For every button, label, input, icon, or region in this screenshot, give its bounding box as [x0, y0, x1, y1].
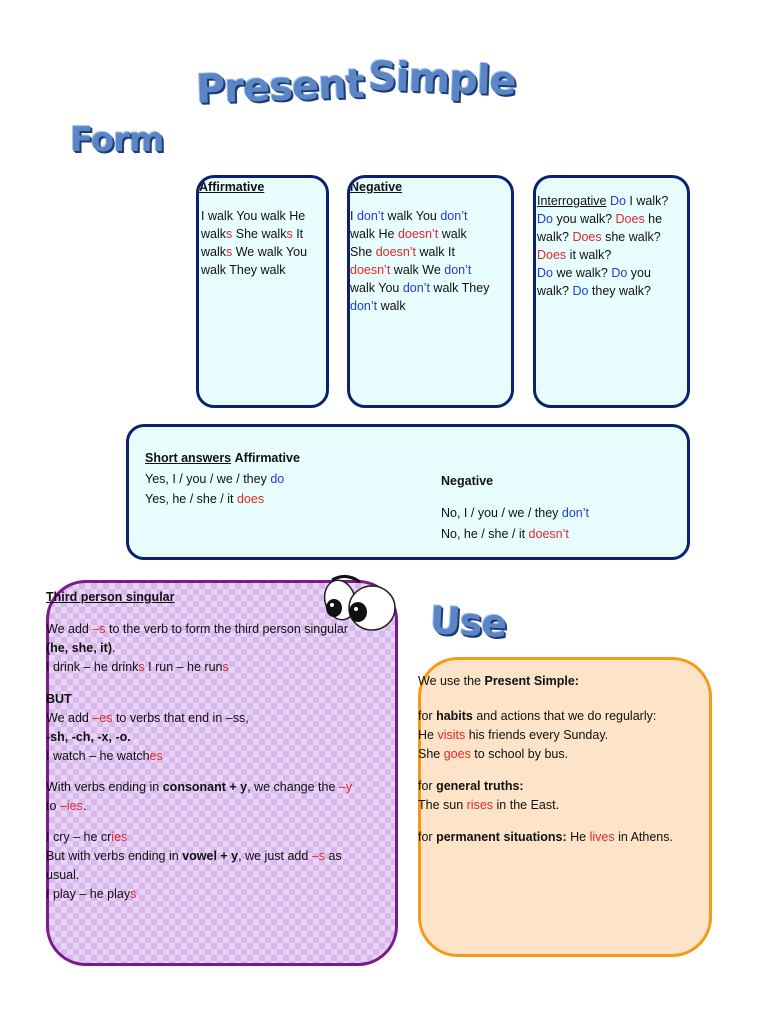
text-run: With verbs ending in: [46, 780, 163, 794]
text-run: I cry – he cr: [46, 830, 112, 844]
text-line: [418, 726, 710, 745]
text-line: [46, 709, 396, 728]
text-line: [350, 297, 514, 315]
third-person-text: [46, 620, 396, 904]
text-run: I walk You walk He: [201, 209, 306, 223]
text-run: walk: [201, 227, 227, 241]
text-line: [46, 728, 396, 747]
text-line: [350, 225, 514, 243]
text-run: don’t: [561, 506, 589, 520]
text-run: walk: [438, 227, 467, 241]
text-run: s: [226, 227, 233, 241]
text-run: Do: [537, 212, 553, 226]
text-run: Does: [572, 230, 602, 244]
text-run: , we change the: [247, 780, 339, 794]
text-run: to verbs that end in –ss,: [112, 711, 249, 725]
text-run: as: [325, 849, 342, 863]
text-run: don’t: [444, 263, 472, 277]
text-line: [418, 707, 710, 726]
text-run: I play – he play: [46, 887, 131, 901]
text-run: –s: [92, 622, 106, 636]
text-run: Interrogative: [537, 194, 607, 208]
text-run: for: [418, 830, 437, 844]
text-line: [350, 279, 514, 297]
text-line: [46, 747, 396, 766]
interrogative-box: [533, 175, 690, 408]
text-line: [418, 777, 710, 796]
text-line: [418, 828, 710, 847]
text-line: [201, 261, 326, 279]
short-answers-affirmative-lines: [145, 469, 284, 509]
text-run: to: [46, 799, 60, 813]
text-run: don’t: [402, 281, 430, 295]
text-line: [46, 639, 396, 658]
text-line: [537, 246, 690, 264]
paragraph: [418, 707, 710, 764]
text-run: he: [644, 212, 663, 226]
text-run: general truths:: [436, 779, 524, 793]
negative-box: [347, 175, 514, 408]
text-run: we walk?: [552, 266, 612, 280]
text-run: walk They: [429, 281, 490, 295]
text-line: [201, 243, 326, 261]
text-run: for: [418, 779, 437, 793]
text-run: walk?: [537, 284, 573, 298]
text-run: I walk?: [625, 194, 669, 208]
text-run: you walk?: [552, 212, 616, 226]
text-run: doesn’t: [528, 527, 569, 541]
text-run: Does: [537, 248, 567, 262]
text-run: Yes, I / you / we / they: [145, 472, 271, 486]
text-run: He: [566, 830, 590, 844]
text-line: [145, 469, 284, 489]
text-run: walk: [377, 299, 406, 313]
text-line: [418, 672, 710, 691]
text-run: Do: [611, 266, 628, 280]
text-run: She: [418, 747, 444, 761]
paragraph: [418, 828, 710, 847]
text-run: walk?: [537, 230, 573, 244]
text-line: [350, 243, 514, 261]
text-run: –y: [338, 780, 353, 794]
text-run: es: [149, 749, 163, 763]
text-run: walk It: [416, 245, 455, 259]
text-run: to the verb to form the third person singular: [105, 622, 349, 636]
text-run: visits: [437, 728, 466, 742]
text-run: walk You: [350, 281, 403, 295]
text-line: [350, 261, 514, 279]
text-run: I: [350, 209, 357, 223]
text-run: it walk?: [566, 248, 612, 262]
text-line: [46, 885, 396, 904]
text-run: s: [138, 660, 145, 674]
paragraph: [46, 778, 396, 816]
text-run: It: [292, 227, 304, 241]
text-run: walk: [201, 245, 227, 259]
text-run: I drink – he drink: [46, 660, 139, 674]
text-line: [46, 690, 396, 709]
text-run: to school by bus.: [470, 747, 569, 761]
short-answers-negative-label: Negative: [441, 474, 494, 488]
text-run: ies: [111, 830, 128, 844]
text-run: in the East.: [493, 798, 560, 812]
interrogative-lines: [537, 192, 690, 300]
text-run: Do: [609, 194, 626, 208]
text-line: [46, 828, 396, 847]
text-run: goes: [443, 747, 471, 761]
text-line: [46, 847, 396, 866]
text-run: consonant + y: [162, 780, 248, 794]
text-run: –es: [92, 711, 113, 725]
short-answers-heading: Short answers: [145, 451, 232, 465]
text-line: [418, 796, 710, 815]
text-run: Present Simple:: [484, 674, 579, 688]
text-run: doesn’t: [375, 245, 417, 259]
third-person-heading: Third person singular: [46, 590, 175, 604]
text-line: [537, 282, 690, 300]
short-answers-heading-line: [145, 449, 300, 467]
text-run: lives: [589, 830, 615, 844]
text-run: But with verbs ending in: [46, 849, 183, 863]
title-word-present: Present: [195, 61, 365, 113]
text-run: and actions that we do regularly:: [472, 709, 657, 723]
text-run: usual.: [46, 868, 80, 882]
text-run: do: [270, 472, 285, 486]
short-answers-negative-lines: [441, 503, 589, 545]
text-line: [46, 866, 396, 885]
text-run: they walk?: [588, 284, 651, 298]
text-run: No, he / she / it: [441, 527, 529, 541]
text-run: I watch – he watch: [46, 749, 150, 763]
text-run: –ies: [59, 799, 83, 813]
text-run: habits: [436, 709, 473, 723]
text-run: vowel + y: [182, 849, 239, 863]
text-run: No, I / you / we / they: [441, 506, 562, 520]
text-run: walk They walk: [201, 263, 286, 277]
short-answers-box: [126, 424, 690, 560]
text-run: she walk?: [601, 230, 661, 244]
text-run: in Athens.: [614, 830, 673, 844]
text-run: doesn’t: [350, 263, 391, 277]
text-run: does: [236, 492, 265, 506]
paragraph: [46, 828, 396, 904]
text-run: We add: [46, 711, 93, 725]
text-run: We use the: [418, 674, 485, 688]
text-line: [46, 658, 396, 677]
text-run: Do: [572, 284, 589, 298]
text-line: [201, 207, 326, 225]
text-run: She walk: [232, 227, 287, 241]
text-line: [537, 228, 690, 246]
text-run: s: [222, 660, 229, 674]
text-run: walk He: [350, 227, 398, 241]
text-run: BUT: [46, 692, 72, 706]
text-line: [537, 264, 690, 282]
text-line: [537, 192, 690, 210]
text-line: [350, 207, 514, 225]
text-run: We add: [46, 622, 93, 636]
text-run: I run – he run: [144, 660, 223, 674]
form-heading: Form: [70, 120, 164, 160]
text-line: [537, 210, 690, 228]
text-run: s: [130, 887, 137, 901]
text-run: don’t: [356, 209, 385, 223]
affirmative-lines: [201, 207, 326, 279]
text-run: s: [286, 227, 293, 241]
paragraph: [46, 690, 396, 766]
text-run: We walk You: [232, 245, 308, 259]
paragraph: [418, 672, 710, 691]
text-line: [46, 778, 396, 797]
text-run: don’t: [350, 299, 378, 313]
use-text: [418, 672, 710, 847]
text-run: Yes, he / she / it: [145, 492, 237, 506]
negative-heading: Negative: [350, 180, 403, 194]
affirmative-box: [196, 175, 329, 408]
text-line: [201, 225, 326, 243]
text-run: Do: [537, 266, 553, 280]
text-run: She: [350, 245, 376, 259]
text-run: walk You: [384, 209, 441, 223]
text-run: you: [627, 266, 651, 280]
title-word-simple: Simple: [367, 53, 517, 105]
text-run: Does: [615, 212, 645, 226]
text-run: s: [226, 245, 233, 259]
text-line: [145, 489, 284, 509]
text-line: [441, 503, 589, 524]
short-answers-affirmative-label: Affirmative: [234, 451, 300, 465]
text-run: for: [418, 709, 437, 723]
text-line: [418, 745, 710, 764]
text-run: permanent situations:: [436, 830, 567, 844]
text-run: (he, she, it): [46, 641, 112, 655]
text-run: his friends every Sunday.: [465, 728, 609, 742]
text-line: [46, 797, 396, 816]
text-run: The sun: [418, 798, 467, 812]
text-run: walk We: [390, 263, 445, 277]
text-run: –s: [311, 849, 325, 863]
text-run: rises: [466, 798, 494, 812]
text-run: doesn’t: [397, 227, 439, 241]
text-run: , we just add: [238, 849, 312, 863]
text-line: [441, 524, 589, 545]
paragraph: [418, 777, 710, 815]
text-run: -sh, -ch, -x, -o.: [46, 730, 131, 744]
text-run: .: [82, 799, 87, 813]
text-run: .: [111, 641, 116, 655]
text-run: He: [418, 728, 438, 742]
text-run: don’t: [440, 209, 468, 223]
use-heading: Use: [428, 598, 508, 646]
eyes-icon: [312, 570, 402, 640]
affirmative-heading: Affirmative: [199, 180, 265, 194]
negative-lines: [350, 207, 514, 315]
